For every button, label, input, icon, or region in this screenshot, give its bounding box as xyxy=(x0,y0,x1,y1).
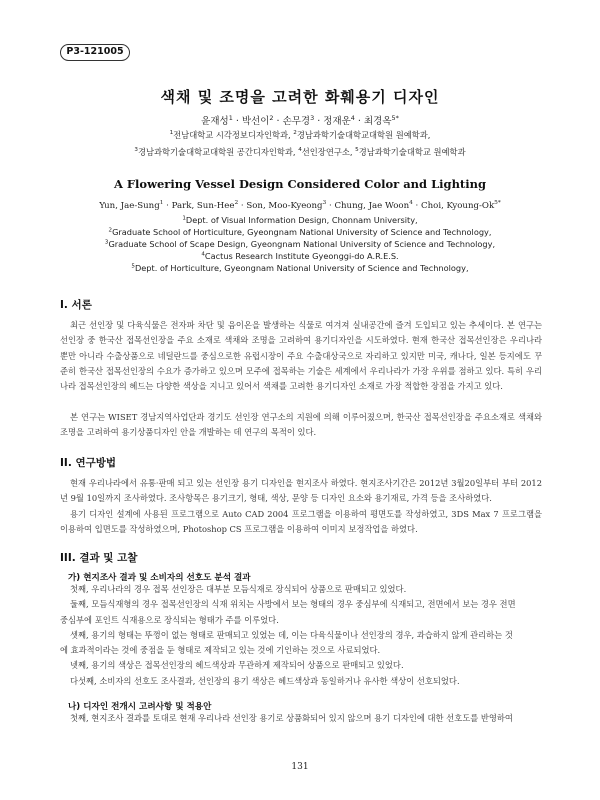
paper-code-badge: P3-121005 xyxy=(60,44,130,61)
author-ko: 박선이 xyxy=(241,116,270,127)
body-paragraph: 용기 디자인 설계에 사용된 프로그램으로 Auto CAD 2004 프로그램을 이용하여 평면도를 작성하였고, 3DS Max 7 프로그램을 이용하여 입면도를 작성하였으며, Photoshop CS 프로그램을 이용하여 이미지 보정작업을 하였다. xyxy=(60,509,542,535)
body-line: 다섯째, 소비자의 선호도 조사결과, 선인장의 용기 색상은 헤드색상과 동일하거나 유사한 색상이 선호되었다. xyxy=(70,676,460,686)
korean-title: 색채 및 조명을 고려한 화훼용기 디자인 xyxy=(160,88,440,106)
body-paragraph: 현재 우리나라에서 유통·판매 되고 있는 선인장 용기 디자인을 현지조사 하였다. 현지조사기간은 2012년 3월20일부터 부터 2012년 9월 10일까지 조사하였다. 조사항목은 용기크기, 형태, 색상, 문양 등 디자인 요소와 용기재료, 가격 등을 조사하였다. xyxy=(60,478,542,504)
body-line: 중심부에 포인트 식재용으로 장식되는 형태가 주를 이루었다. xyxy=(60,615,279,625)
body-line: 첫째, 현지조사 결과를 토대로 현재 우리나라 선인장 용기로 상품화되어 있지 않으며 용기 디자인에 대한 선호도를 반영하여 xyxy=(70,713,513,723)
english-affiliation-line: $^5$Dept. of Horticulture, Gyeongnam National University of Science and Technology, xyxy=(131,263,469,273)
body-line: 첫째, 우리나라의 경우 접목 선인장은 대부분 모듬식재로 장식되어 상품으로 판매되고 있었다. xyxy=(70,584,407,594)
author-en: Yun, Jae-Sung xyxy=(99,201,160,211)
author-en: Chung, Jae Woon xyxy=(334,201,410,211)
korean-authors: 윤재성$^1$ · 박선이$^2$ · 손무경$^3$ · 정재운$^4$ · 최경옥$^{5*}$ xyxy=(201,113,399,127)
section-heading-results: III. 결과 및 고찰 xyxy=(60,552,138,564)
author-en: Park, Sun-Hee xyxy=(171,201,235,211)
subsection-heading: 가) 현지조사 결과 및 소비자의 선호도 분석 결과 xyxy=(68,573,251,583)
korean-affiliation-line: $^1$전남대학교 시각정보디자인학과, $^2$경남과학기술대학교대학원 원예학과, xyxy=(169,130,431,140)
section-heading-introduction: I. 서론 xyxy=(60,299,92,311)
body-line: 셋째, 용기의 형태는 뚜껑이 없는 형태로 판매되고 있었는 데, 이는 다육식물이나 선인장의 경우, 과습하지 않게 관리하는 것 xyxy=(70,630,513,640)
author-ko: 최경옥 xyxy=(363,116,392,127)
body-line: 둘째, 모듬식재형의 경우 접목선인장의 식재 위치는 사방에서 보는 형태의 경우 중심부에 식재되고, 전면에서 보는 경우 전면 xyxy=(70,599,516,609)
korean-affiliation-line: $^3$경남과학기술대학교대학원 공간디자인학과, $^4$선인장연구소, $^5$경남과학기술대학교 원예학과 xyxy=(134,147,466,157)
body-line: 에 효과적이라는 것에 중점을 둔 형태로 제작되고 있는 것에 기인하는 것으로 사료되었다. xyxy=(60,645,381,655)
english-authors: Yun, Jae-Sung$^1$ · Park, Sun-Hee$^2$ · Son, Moo-Kyeong$^3$ · Chung, Jae Woon$^4$ · Choi, Kyoung-$Ok^{5*}$ xyxy=(99,200,501,211)
subsection-heading: 나) 디자인 전개시 고려사항 및 적용안 xyxy=(68,702,212,712)
author-ko: 윤재성 xyxy=(201,116,229,127)
english-title: A Flowering Vessel Design Considered Color and Lighting xyxy=(113,177,487,191)
body-paragraph: 최근 선인장 및 다육식물은 전자파 차단 및 음이온을 발생하는 식물로 여겨져 실내공간에 즐겨 도입되고 있는 추세이다. 본 연구는 선인장 중 한국산 접목선인장을 주요 소재로 색채와 조명을 고려하여 용기디자인을 시도하였다. 현재 한국산 접목선인장은 우리나라 뿐만 아니라 수출상품으로 네덜란드를 중심으로한 유럽시장이 주요 수출대상국으로 자리하고 있지만 미국, 캐나다, 일본 등지에도 꾸준히 한국산 접목선인장의 수요가 증가하고 있으며 모주에 접목하는 기술은 세계에서 우리나라가 가장 우위를 점하고 있다. 특히 우리나라 접목선인장의 헤드는 다양한 색상을 지니고 있어서 색채를 고려한 용기디자인 소재로 가장 적합한 장점을 가지고 있다. xyxy=(60,320,542,392)
body-paragraph: 본 연구는 WISET 경남지역사업단과 경기도 선인장 연구소의 지원에 의해 이루어졌으며, 한국산 접목선인장을 주요소재로 색채와 조명을 고려하여 용기상품디자인 안을 개발하는 데 연구의 목적이 있다. xyxy=(60,412,542,438)
body-line: 넷째, 용기의 색상은 접목선인장의 헤드색상과 무관하게 제작되어 상품으로 판매되고 있었다. xyxy=(70,660,404,670)
english-affiliation-line: $^2$Graduate School of Horticulture, Gyeongnam National University of Science and Technology, xyxy=(108,227,492,237)
author-en: Son, Moo-Kyeong xyxy=(246,201,323,211)
author-ko: 정재운 xyxy=(323,116,351,127)
author-ko: 손무경 xyxy=(282,116,311,127)
english-affiliation-line: $^4$Cactus Research Institute Gyeonggi-do A.R.E.S. xyxy=(201,251,399,261)
section-heading-methods: II. 연구방법 xyxy=(60,457,117,469)
english-affiliation-line: $^1$Dept. of Visual Information Design, Chonnam University, xyxy=(182,215,418,225)
english-affiliation-line: $^3$Graduate School of Scape Design, Gyeongnam National University of Science and Technology, xyxy=(104,239,496,249)
author-en: Choi, Kyoung-Ok xyxy=(421,201,495,211)
page-number: 131 xyxy=(291,762,309,772)
